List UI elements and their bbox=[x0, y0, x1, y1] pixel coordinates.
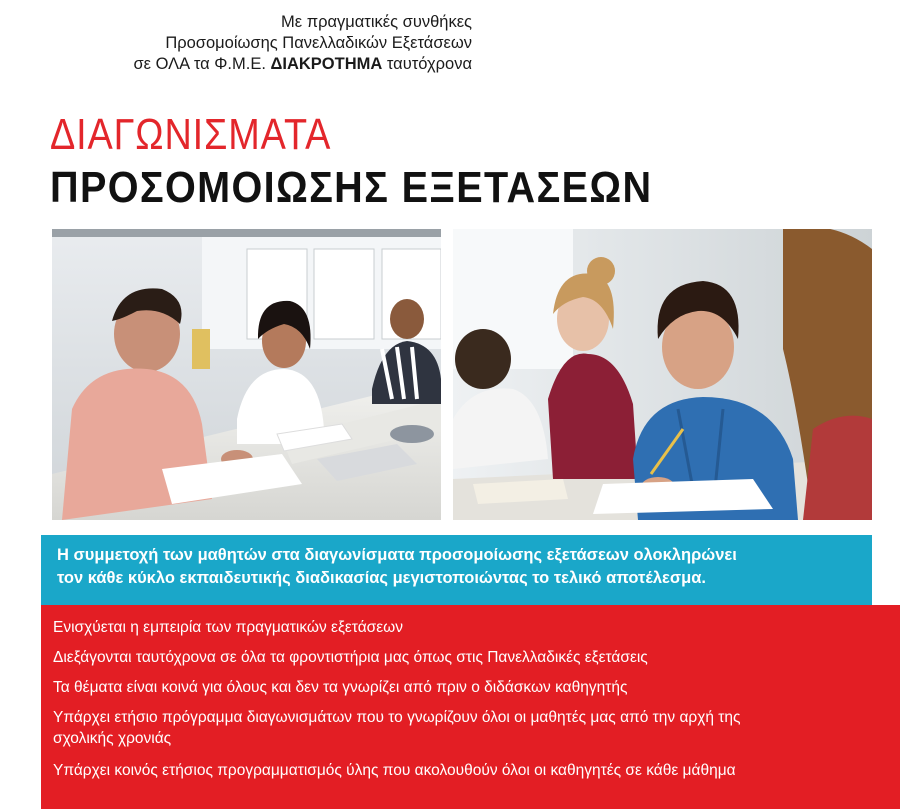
intro-line-3-bold: ΔΙΑΚΡΟΤΗΜΑ bbox=[270, 55, 383, 73]
benefit-item-line-1: Υπάρχει ετήσιο πρόγραμμα διαγωνισμάτων που το γνωρίζουν όλοι οι μαθητές μας από την αρχή της bbox=[53, 709, 741, 726]
benefit-item bbox=[53, 707, 900, 749]
photo-classroom-left bbox=[52, 229, 441, 520]
title-black: ΠΡΟΣΟΜΟΙΩΣΗΣ ΕΞΕΤΑΣΕΩΝ bbox=[50, 163, 653, 212]
highlight-banner bbox=[41, 535, 872, 605]
benefits-box bbox=[41, 605, 900, 809]
benefit-item: Υπάρχει κοινός ετήσιος προγραμματισμός ύλης που ακολουθούν όλοι οι καθηγητές σε κάθε μάθημα bbox=[53, 762, 736, 779]
benefit-item-line-2: σχολικής χρονιάς bbox=[53, 730, 172, 747]
intro-line-3-prefix: σε ΟΛΑ τα Φ.Μ.Ε. bbox=[133, 55, 271, 73]
benefit-item: Τα θέματα είναι κοινά για όλους και δεν τα γνωρίζει από πριν ο διδάσκων καθηγητής bbox=[53, 679, 628, 696]
photo-classroom-right bbox=[453, 229, 872, 520]
intro-line-3-suffix: ταυτόχρονα bbox=[382, 55, 472, 73]
intro-line-1: Με πραγματικές συνθήκες bbox=[281, 13, 472, 31]
benefit-item: Διεξάγονται ταυτόχρονα σε όλα τα φροντιστήρια μας όπως στις Πανελλαδικές εξετάσεις bbox=[53, 649, 648, 666]
title-red: ΔΙΑΓΩΝΙΣΜΑΤΑ bbox=[50, 110, 332, 159]
benefit-item: Ενισχύεται η εμπειρία των πραγματικών εξετάσεων bbox=[53, 619, 403, 636]
intro-text bbox=[52, 12, 472, 75]
highlight-line-1: Η συμμετοχή των μαθητών στα διαγωνίσματα προσομοίωσης εξετάσεων ολοκληρώνει bbox=[57, 546, 737, 564]
intro-line-3 bbox=[52, 54, 472, 75]
highlight-line-2: τον κάθε κύκλο εκπαιδευτικής διαδικασίας μεγιστοποιώντας το τελικό αποτέλεσμα. bbox=[57, 569, 706, 587]
intro-line-2: Προσομοίωσης Πανελλαδικών Εξετάσεων bbox=[165, 34, 472, 52]
